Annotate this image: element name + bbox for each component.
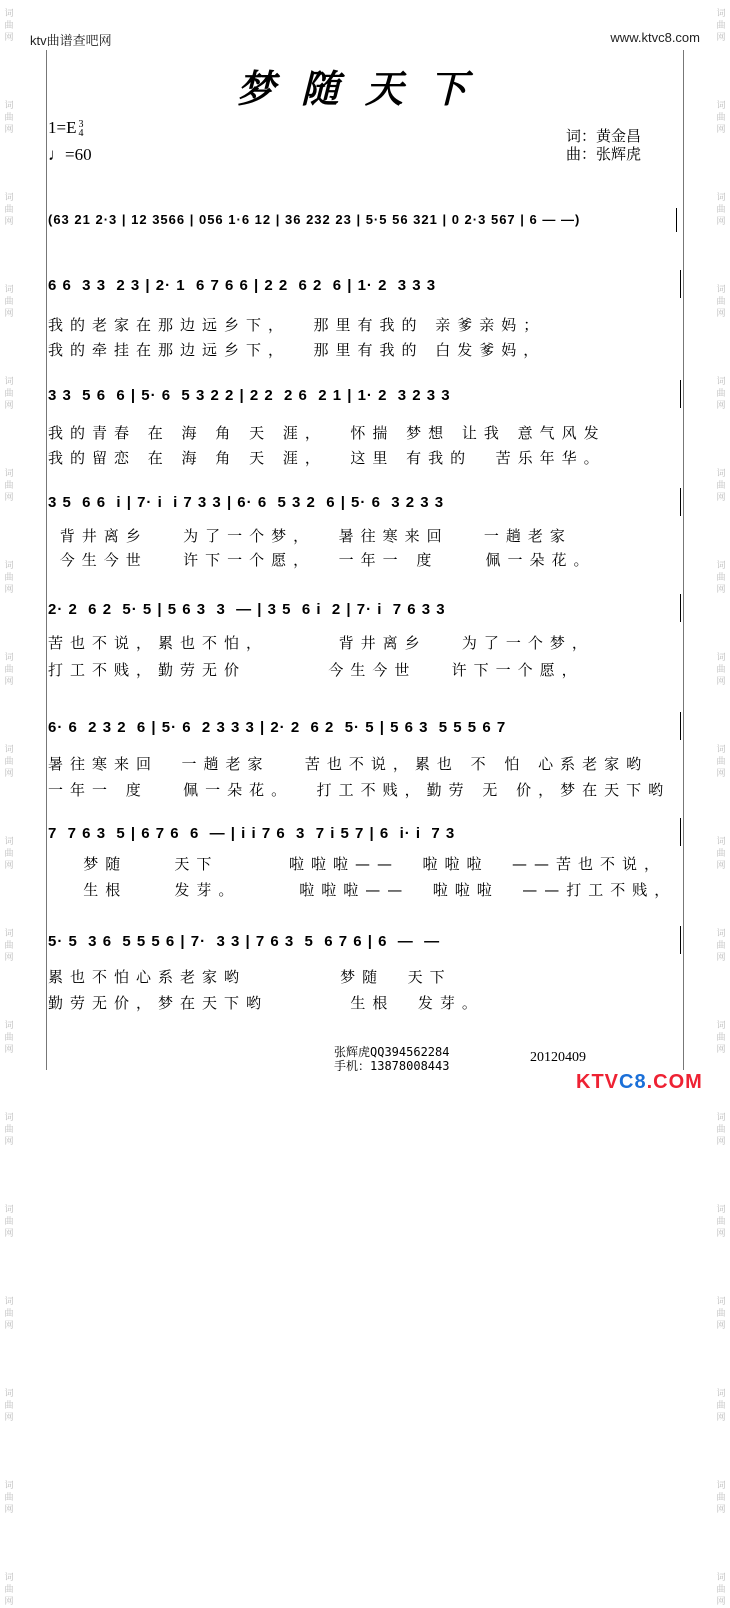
system-3-lyric-1: 背井离乡 为了一个梦， 暑往寒来回 一趟老家 [48, 527, 572, 545]
system-5-lyric-1: 暑往寒来回 一趟老家 苦也不说，累也 不 怕 心系老家哟 [48, 755, 649, 773]
system-6-notes: 7 7 6 3 5 | 6 7 6 6 — | i i 7 6 3 7 i 5 7 | 6 i· i 7 3 [48, 825, 456, 842]
system-7-lyric-2: 勤劳无价，梦在天下哟 生根 发芽。 [48, 994, 484, 1012]
site-label-left[interactable]: ktv曲谱查吧网 [30, 33, 112, 48]
system-7-lyric-1: 累也不怕心系老家哟 梦随 天下 [48, 968, 452, 986]
song-title: 梦随天下 [236, 66, 493, 111]
system-6-lyric-1: 梦随 天下 啦啦啦—— 啦啦啦 ——苦也不说， [48, 855, 667, 873]
logo-part-b: C8 [619, 1071, 647, 1093]
system-3-notes: 3 5 6 6 i | 7· i i 7 3 3 | 6· 6 5 3 2 6 | 5· 6 3 2 3 3 [48, 494, 445, 511]
system-1-lyric-2: 我的牵挂在那边远乡下， 那里有我的 白发爹妈， [48, 341, 546, 359]
system-3-lyric-2: 今生今世 许下一个愿， 一年一 度 佩一朵花。 [48, 551, 596, 569]
author-phone: 手机：13878008443 [334, 1059, 450, 1073]
author-contact: 张辉虎QQ394562284 [334, 1045, 450, 1059]
system-4-notes: 2· 2 6 2 5· 5 | 5 6 3 3 — | 3 5 6 i 2 | 7· i 7 6 3 3 [48, 601, 446, 618]
time-signature [78, 120, 83, 138]
system-5-lyric-2: 一年一 度 佩一朵花。 打工不贱，勤劳 无 价，梦在天下哟 [48, 781, 671, 799]
date: 20120409 [530, 1050, 586, 1065]
barline [680, 818, 681, 846]
system-2-lyric-1: 我的青春 在 海 角 天 涯， 怀揣 梦想 让我 意气风发 [48, 424, 606, 442]
composer: 曲：张辉虎 [566, 145, 642, 163]
system-7-notes: 5· 5 3 6 5 5 5 6 | 7· 3 3 | 7 6 3 5 6 7 6 | 6 — — [48, 933, 441, 950]
barline [680, 926, 681, 954]
key-signature [48, 118, 83, 138]
system-2-lyric-2: 我的留恋 在 海 角 天 涯， 这里 有我的 苦乐年华。 [48, 449, 606, 467]
key-label: 1=E [48, 118, 77, 137]
tempo-marking: ♩=60 [48, 145, 92, 164]
time-denominator: 4 [78, 128, 84, 140]
system-4-lyric-2: 打工不贱，勤劳无价 今生今世 许下一个愿， [48, 661, 584, 679]
barline [680, 712, 681, 740]
time-numerator: 3 [78, 119, 84, 131]
system-1-notes: 6 6 3 3 2 3 | 2· 1 6 7 6 6 | 2 2 6 2 6 | 1· 2 3 3 3 [48, 277, 437, 294]
site-url-right[interactable]: www.ktvc8.com [610, 30, 700, 45]
logo-part-c: .COM [646, 1071, 703, 1093]
system-6-lyric-2: 生根 发芽。 啦啦啦—— 啦啦啦 ——打工不贱， [48, 881, 677, 899]
system-5-notes: 6· 6 2 3 2 6 | 5· 6 2 3 3 3 | 2· 2 6 2 5· 5 | 5 6 3 5 5 5 6 7 [48, 719, 507, 736]
logo-part-a: KTV [576, 1071, 619, 1093]
barline [680, 270, 681, 298]
barline [680, 594, 681, 622]
system-1-lyric-1: 我的老家在那边远乡下， 那里有我的 亲爹亲妈； [48, 316, 546, 334]
credits [566, 127, 641, 163]
barline [680, 380, 681, 408]
watermark-column-right: 词曲网 词曲网 词曲网 词曲网 词曲网 词曲网 词曲网 词曲网 词曲网 词曲网 词曲网 词曲网 词曲网 词曲网 词曲网 词曲网 词曲网 词曲网 [716, 9, 726, 1607]
watermark-column-left: 词曲网 词曲网 词曲网 词曲网 词曲网 词曲网 词曲网 词曲网 词曲网 词曲网 词曲网 词曲网 词曲网 词曲网 词曲网 词曲网 词曲网 词曲网 [4, 9, 14, 1607]
lyricist: 词：黄金昌 [566, 127, 642, 145]
ktvc8-logo[interactable] [576, 1071, 703, 1094]
barline [676, 208, 677, 232]
system-2-notes: 3 3 5 6 6 | 5· 6 5 3 2 2 | 2 2 2 6 2 1 | 1· 2 3 2 3 3 [48, 387, 451, 404]
intro-notation: (63 21 2·3 | 12 3566 | 056 1·6 12 | 36 232 23 | 5·5 56 321 | 0 2·3 567 | 6 — —) [48, 212, 581, 227]
system-4-lyric-1: 苦也不说，累也不怕， 背井离乡 为了一个梦， [48, 634, 594, 652]
barline [680, 488, 681, 516]
